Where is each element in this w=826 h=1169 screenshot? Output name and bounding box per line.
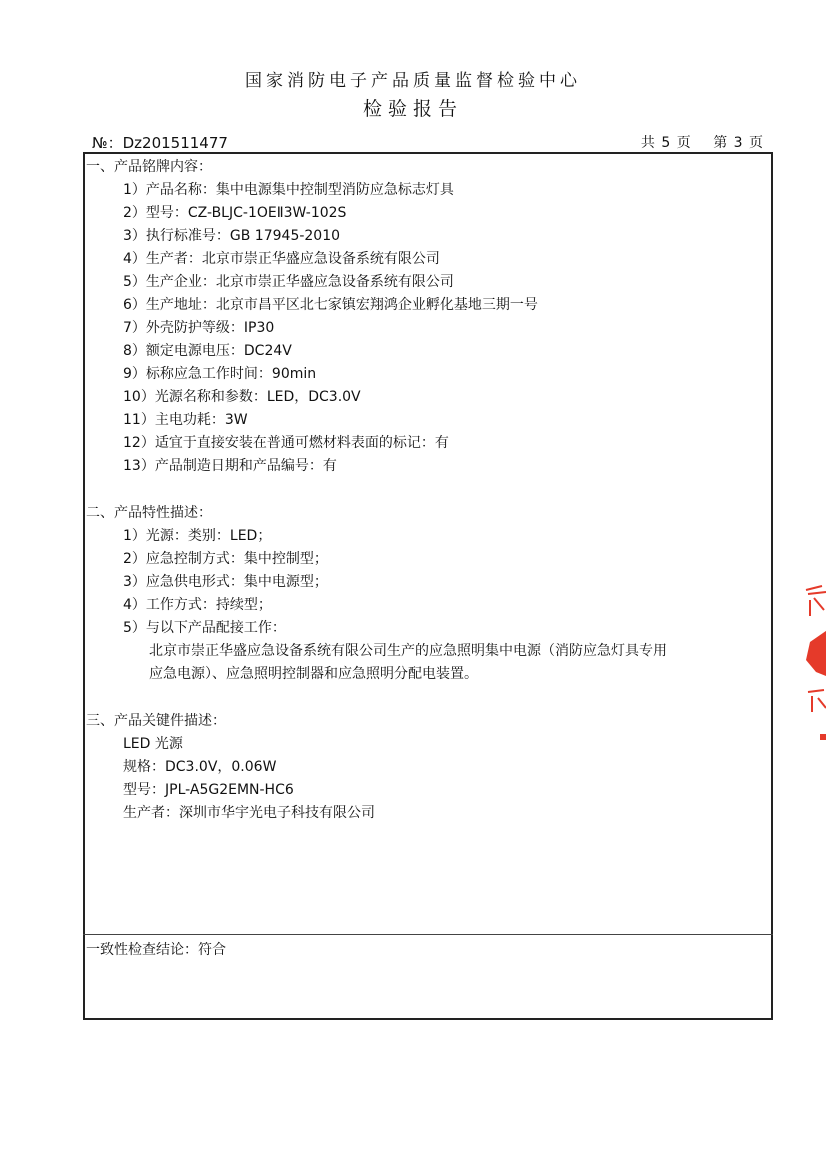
section1-item: 6）生产地址：北京市昌平区北七家镇宏翔鸿企业孵化基地三期一号	[123, 297, 538, 313]
section3-item: LED 光源	[123, 736, 183, 752]
compat-line: 北京市崇正华盛应急设备系统有限公司生产的应急照明集中电源（消防应急灯具专用	[149, 643, 667, 659]
section1-item: 2）型号：CZ-BLJC-1OEⅡ3W-102S	[123, 205, 347, 221]
section1-item: 12）适宜于直接安装在普通可燃材料表面的标记：有	[123, 435, 449, 451]
section2-item: 5）与以下产品配接工作：	[123, 620, 286, 636]
conclusion-divider	[83, 934, 773, 935]
current-page: 第 3 页	[713, 135, 764, 151]
compat-line: 应急电源）、应急照明控制器和应急照明分配电装置。	[149, 666, 478, 682]
section1-item: 10）光源名称和参数：LED，DC3.0V	[123, 389, 361, 405]
section1-item: 9）标称应急工作时间：90min	[123, 366, 317, 382]
section1-item: 11）主电功耗：3W	[123, 412, 248, 428]
section1-item: 3）执行标准号：GB 17945-2010	[123, 228, 341, 244]
section1-item: 13）产品制造日期和产品编号：有	[123, 458, 337, 474]
section1-item: 1）产品名称：集中电源集中控制型消防应急标志灯具	[123, 182, 454, 198]
section3-item: 型号：JPL-A5G2EMN-HC6	[123, 782, 294, 798]
section1-item: 4）生产者：北京市崇正华盛应急设备系统有限公司	[123, 251, 440, 267]
section3-item: 规格：DC3.0V，0.06W	[123, 759, 277, 775]
section3-item: 生产者：深圳市华宇光电子科技有限公司	[123, 805, 375, 821]
stamp-icon	[796, 580, 826, 750]
total-pages: 共 5 页	[640, 135, 692, 151]
org-title: 国家消防电子产品质量监督检验中心	[245, 71, 581, 91]
conclusion: 一致性检查结论：符合	[86, 942, 226, 958]
section2-item: 2）应急控制方式：集中控制型；	[123, 551, 328, 567]
section2-item: 4）工作方式：持续型；	[123, 597, 272, 613]
page-info	[625, 132, 764, 152]
section2-item: 1）光源：类别：LED；	[123, 528, 272, 544]
report-title: 检验报告	[362, 98, 463, 120]
section1-item: 8）额定电源电压：DC24V	[123, 343, 292, 359]
section2-heading: 二、产品特性描述：	[86, 505, 212, 521]
section1-heading: 一、产品铭牌内容：	[86, 159, 212, 175]
section3-heading: 三、产品关键件描述：	[86, 713, 226, 729]
report-number: №：Dz201511477	[92, 134, 228, 152]
section2-item: 3）应急供电形式：集中电源型；	[123, 574, 328, 590]
section1-item: 5）生产企业：北京市崇正华盛应急设备系统有限公司	[123, 274, 454, 290]
section1-item: 7）外壳防护等级：IP30	[123, 320, 275, 336]
